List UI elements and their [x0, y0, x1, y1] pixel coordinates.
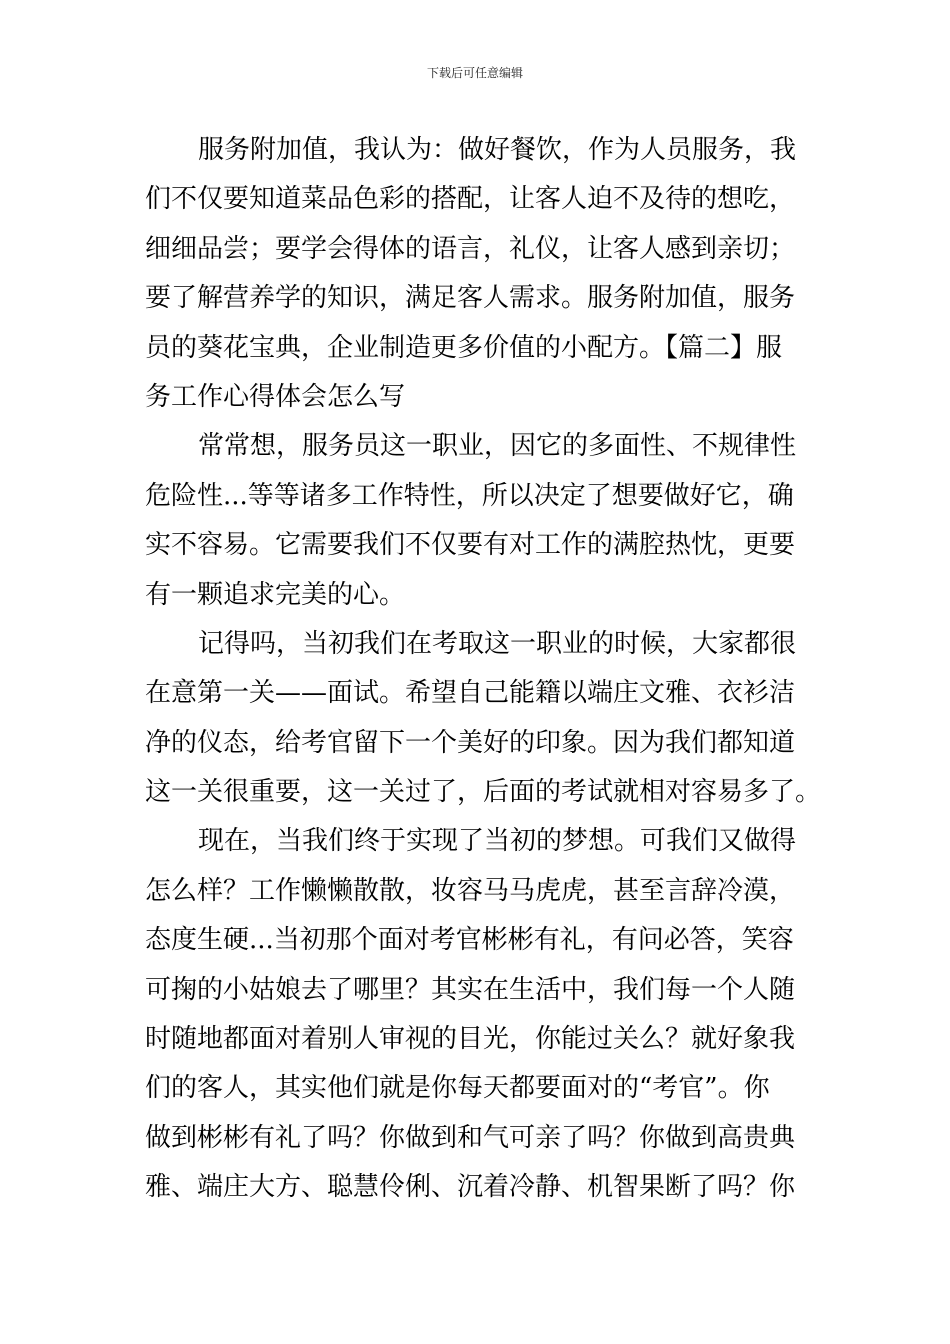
- text-line: 可掬的小姑娘去了哪里？其实在生活中，我们每一个人随: [145, 974, 796, 1005]
- document-body: [145, 130, 822, 1217]
- text-line: 常常想，服务员这一职业，因它的多面性、不规律性: [198, 431, 797, 462]
- text-line: 态度生硬...当初那个面对考官彬彬有礼，有问必答，笑容: [145, 925, 794, 956]
- text-line: 怎么样？工作懒懒散散，妆容马马虎虎，甚至言辞冷漠，: [145, 875, 796, 906]
- text-line: 记得吗，当初我们在考取这一职业的时候，大家都很: [198, 628, 797, 659]
- text-line: 们不仅要知道菜品色彩的搭配，让客人迫不及待的想吃，: [145, 184, 796, 215]
- page-header: 下载后可任意编辑: [426, 66, 523, 80]
- text-line: 要了解营养学的知识，满足客人需求。服务附加值，服务: [145, 283, 796, 314]
- text-line: 这一关很重要，这一关过了，后面的考试就相对容易多了。: [145, 777, 822, 808]
- text-line: 细细品尝；要学会得体的语言，礼仪，让客人感到亲切；: [145, 233, 796, 264]
- text-line: 服务附加值，我认为：做好餐饮，作为人员服务，我: [198, 135, 797, 165]
- text-line: 做到彬彬有礼了吗？你做到和气可亲了吗？你做到高贵典: [145, 1122, 796, 1153]
- text-line: 员的葵花宝典，企业制造更多价值的小配方。【篇二】服: [145, 332, 783, 363]
- text-line: 危险性...等等诸多工作特性，所以决定了想要做好它，确: [145, 480, 794, 511]
- text-line: 时随地都面对着别人审视的目光，你能过关么？就好象我: [145, 1024, 796, 1055]
- text-line: 们的客人，其实他们就是你每天都要面对的“考官”。你: [145, 1073, 770, 1104]
- text-line: 在意第一关——面试。希望自己能籍以端庄文雅、衣衫洁: [145, 678, 796, 709]
- text-line: 有一颗追求完美的心。: [145, 579, 406, 610]
- text-line: 净的仪态，给考官留下一个美好的印象。因为我们都知道: [145, 727, 796, 758]
- text-line: 实不容易。它需要我们不仅要有对工作的满腔热忱，更要: [145, 530, 796, 561]
- text-line: 现在，当我们终于实现了当初的梦想。可我们又做得: [198, 826, 797, 857]
- text-line: 务工作心得体会怎么写: [145, 381, 406, 412]
- text-line: 雅、端庄大方、聪慧伶俐、沉着冷静、机智果断了吗？你: [145, 1172, 796, 1203]
